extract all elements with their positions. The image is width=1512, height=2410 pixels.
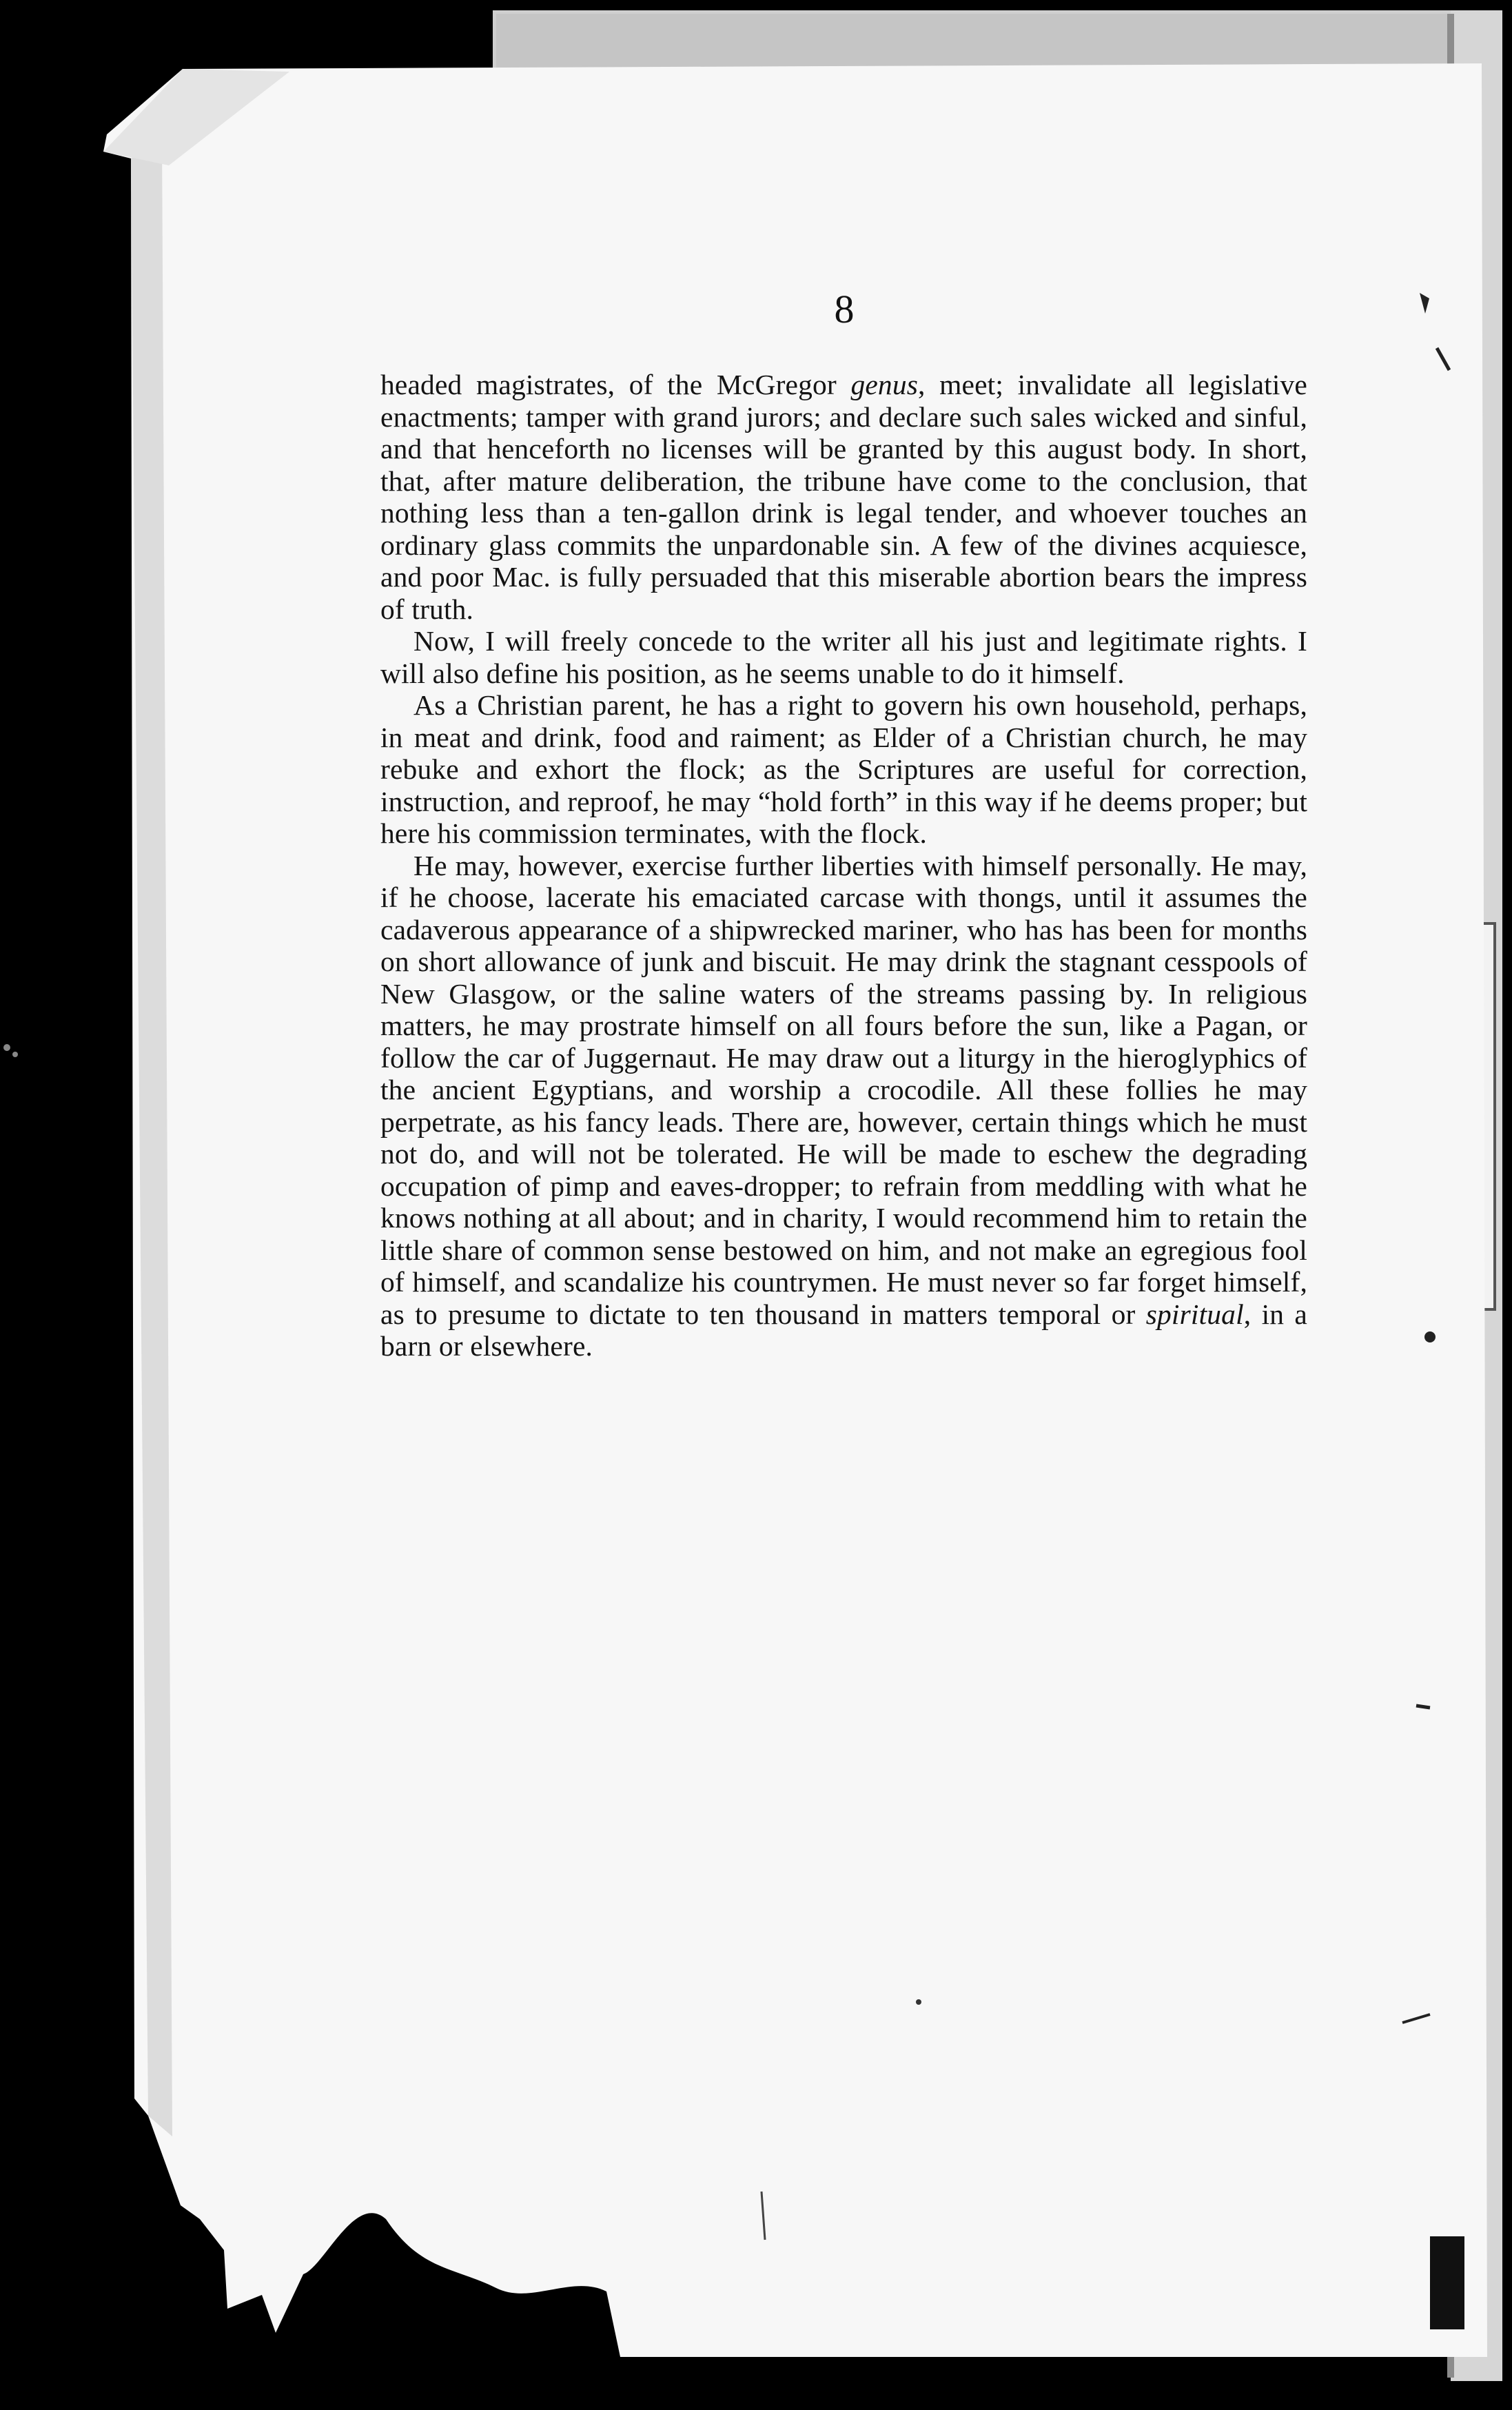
bottom-right-clip <box>1430 2236 1464 2329</box>
paragraph <box>380 369 1307 625</box>
top-strip-texture <box>496 14 1475 72</box>
margin-speck <box>1416 1706 1430 1708</box>
text-run: headed magistrates, of the McGregor <box>380 369 851 400</box>
body-text <box>380 369 1307 1362</box>
italic-text: genus <box>850 369 919 400</box>
paragraph <box>380 850 1307 1362</box>
text-run: Now, I will freely concede to the writer all his just and legitimate rights. I will also define his position, as he seems unable to do it himself. <box>380 625 1307 689</box>
text-run: As a Christian parent, he has a right to govern his own household, perhaps, in meat and drink, food and raiment; as Elder of a Christian church, he may rebuke and exhort the flock; as the Scriptures are useful for correction, instruction, and reproof, he may “hold forth” in this way if he deems proper; but here his commission terminates, with the flock. <box>380 689 1307 849</box>
italic-text: spiritual <box>1145 1298 1244 1330</box>
page-number: 8 <box>834 287 855 331</box>
margin-speck <box>12 1052 18 1057</box>
paragraph <box>380 625 1307 689</box>
text-run: , meet; invalidate all legislative enactments; tamper with grand jurors; and declare such sales wicked and sinful, and that henceforth no licenses will be granted by this august body. In short, that, after mature deliberation, the tribune have come to the conclusion, that nothing less than a ten-gallon drink is legal tender, and whoever touches an ordinary glass commits the unpardonable sin. A few of the divines acquiesce, and poor Mac. is fully persuaded that this miserable abortion bears the impress of truth. <box>380 369 1307 625</box>
margin-speck <box>3 1044 10 1051</box>
margin-speck <box>916 1999 921 2005</box>
paragraph <box>380 689 1307 850</box>
margin-speck <box>1424 1331 1436 1342</box>
text-run: He may, however, exercise further liberties with himself personally. He may, if he choose, lacerate his emaciated carcase with thongs, until it assumes the cadaverous appearance of a shipwrecked mariner, who has has been for months on short allowance of junk and biscuit. He may drink the stagnant cesspools of New Glasgow, or the saline waters of the streams passing by. In religious matters, he may prostrate himself on all fours before the sun, like a Pagan, or follow the car of Juggernaut. He may draw out a liturgy in the hieroglyphics of the ancient Egyptians, and worship a crocodile. All these follies he may perpetrate, as his fancy leads. There are, however, certain things which he must not do, and will not be tolerated. He will be made to eschew the degrading occupation of pimp and eaves-dropper; to refrain from meddling with what he knows nothing at all about; and in charity, I would recommend him to retain the little share of common sense bestowed on him, and not make an egregious fool of himself, and scandalize his countrymen. He must never so far forget himself, as to presume to dictate to ten thousand in matters temporal or <box>380 849 1307 1330</box>
text-run: , in a barn or elsewhere. <box>380 1298 1307 1362</box>
